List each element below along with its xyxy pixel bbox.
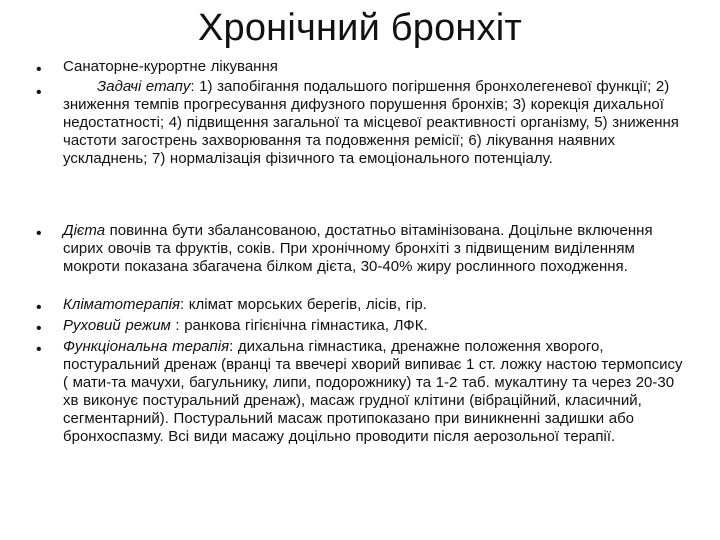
- climate-text: : клімат морських берегів, лісів, гір.: [180, 296, 427, 313]
- bullet-marker: •: [36, 341, 42, 358]
- diet-item: [63, 222, 685, 276]
- stage-tasks-text: : 1) запобігання подальшого погіршення бронхолегеневої функції; 2) зниження темпів прогресування дифузного порушення бронхів; 3) корекція дихальної недостатності; 4) підвищення загальної та місцевої реактивності організму, 5) зниження частоти загострень захворювання та подовження ремісії; 6) лікування наявних ускладнень; 7) нормалізація фізичного та емоціонального потенціалу.: [63, 78, 679, 167]
- bullet-marker: •: [36, 320, 42, 337]
- climate-item: [63, 296, 685, 314]
- bullet-marker: •: [36, 84, 42, 101]
- bullet-marker: •: [36, 299, 42, 316]
- slide-title: Хронічний бронхіт: [197, 7, 523, 49]
- stage-tasks-label: Задачі етапу: [97, 78, 191, 95]
- diet-label: Дієта: [63, 222, 106, 239]
- functional-therapy-label: Функціональна терапія: [63, 338, 230, 355]
- stage-tasks-item: [63, 78, 685, 168]
- motor-mode-label: Руховий режим: [63, 317, 171, 334]
- functional-therapy-text: : дихальна гімнастика, дренажне положення хворого, постуральний дренаж (вранці та ввечері хворий випиває 1 ст. ложку настою термопсису ( мати-та мачухи, багульнику, липи, подорожнику) та 1-2 таб. мукалтину та через 20-30 хв виконує постуральний дренаж), масаж грудної клітини (вібраційний, класичний, сегментарний). Постуральний масаж протипоказано при виникненні задишки або бронхоспазму. Всі види масажу доцільно проводити після аерозольної терапії.: [63, 338, 683, 445]
- bullet-marker: •: [36, 225, 42, 242]
- sanatorium-heading: Санаторне-курортне лікування: [63, 58, 278, 75]
- functional-therapy-item: [63, 338, 685, 446]
- diet-text: повинна бути збалансованою, достатньо вітамінізована. Доцільне включення сирих овочів та фруктів, соків. При хронічному бронхіті з підвищеним виділенням мокроти показана збагачена білком дієта, 30-40% жиру рослинного походження.: [63, 222, 653, 275]
- motor-mode-item: [63, 317, 685, 335]
- motor-mode-text: : ранкова гігієнічна гімнастика, ЛФК.: [170, 317, 428, 334]
- bullet-marker: •: [36, 61, 42, 78]
- climate-label: Кліматотерапія: [63, 296, 181, 313]
